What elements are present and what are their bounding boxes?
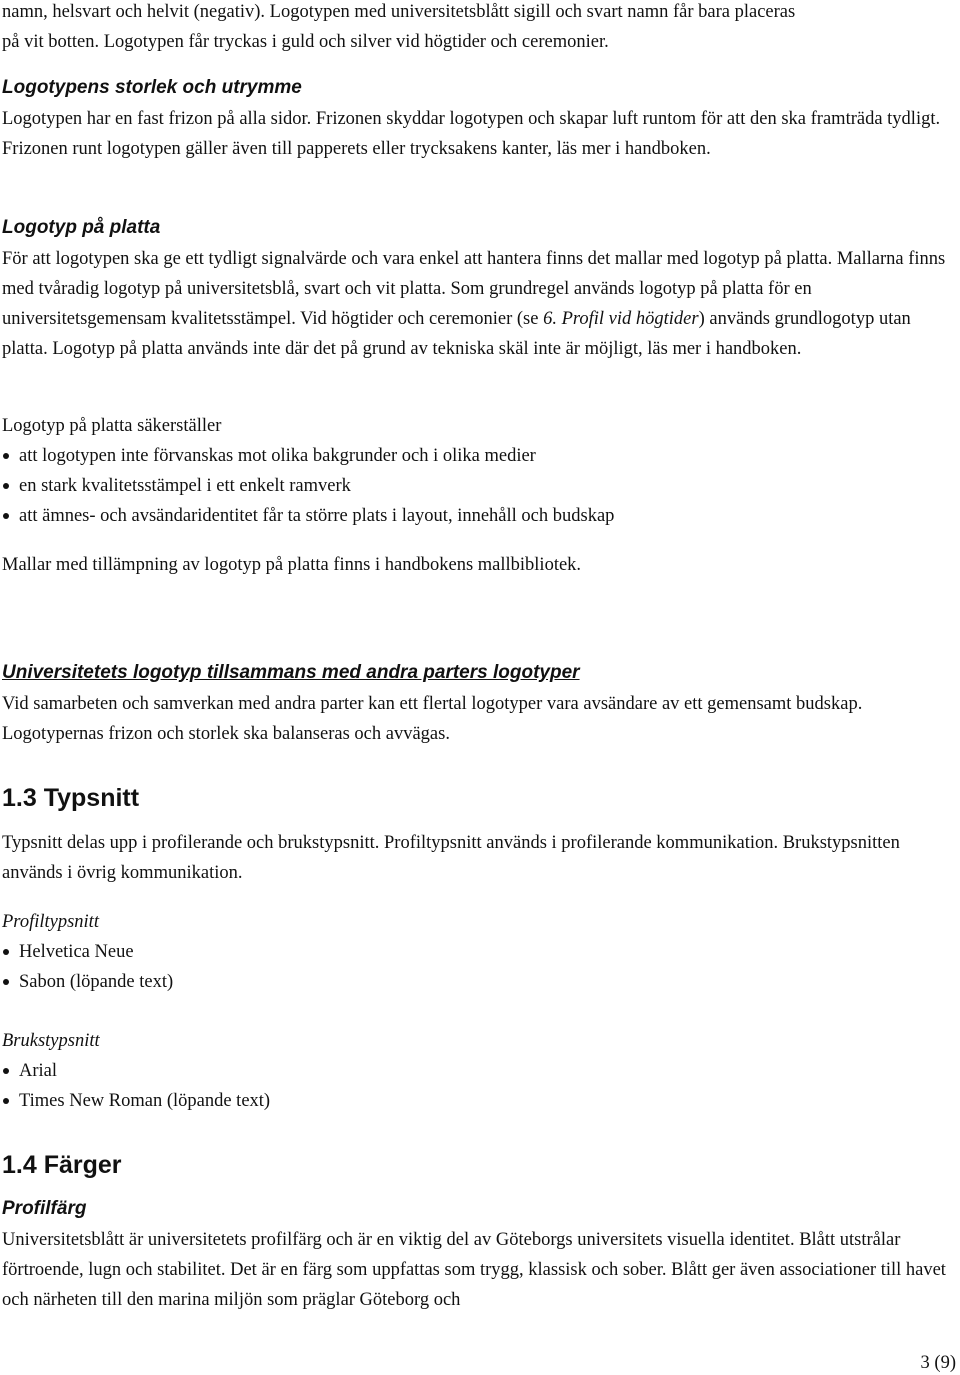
- plate-body: [2, 244, 958, 364]
- partners-body: Vid samarbeten och samverkan med andra parter kan ett flertal logotyper vara avsändare av ett gemensamt budskap. Logotypernas frizon och storlek ska balanseras och avvägas.: [2, 694, 863, 744]
- list-item: en stark kvalitetsstämpel i ett enkelt ramverk: [2, 471, 958, 501]
- plate-list-intro: Logotyp på platta säkerställer: [2, 416, 222, 436]
- usage-fonts-label: Brukstypsnitt: [2, 1031, 100, 1051]
- list-item: Sabon (löpande text): [2, 967, 958, 997]
- plate-templates-note: Mallar med tillämpning av logotyp på platta finns i handbokens mallbibliotek.: [2, 555, 582, 575]
- plate-benefits-list: [2, 441, 958, 531]
- plate-body-before: För att logotypen ska ge ett tydligt signalvärde och vara enkel att hantera finns det mallar med logotyp på platta. Mallarna finns med tvåradig logotyp på universitetsblå, svart och vit platta. Som grundregel används logotyp på platta för en universitetsgemensam kvalitetsstämpel. Vid högtider och ceremonier (se: [2, 249, 946, 329]
- colors-body: Universitetsblått är universitetets profilfärg och är en viktig del av Göteborgs universitets visuella identitet. Blått utstrålar förtroende, lugn och stabilitet. Det är en färg som uppfattas som trygg, klassisk och sober. Blått ger även associationer till havet och närheten till den marina miljön som präglar Göteborg och: [2, 1230, 946, 1310]
- plate-heading: Logotyp på platta: [2, 217, 161, 238]
- profile-fonts-list: [2, 937, 958, 997]
- intro-line-1: namn, helsvart och helvit (negativ). Logotypen med universitetsblått sigill och svart namn får bara placeras: [2, 2, 796, 22]
- bullet-icon: [3, 979, 9, 985]
- profile-color-heading: Profilfärg: [2, 1198, 87, 1219]
- bullet-icon: [3, 1068, 9, 1074]
- list-item: att ämnes- och avsändaridentitet får ta större plats i layout, innehåll och budskap: [2, 501, 958, 531]
- bullet-icon: [3, 513, 9, 519]
- typeface-heading: 1.3 Typsnitt: [2, 784, 140, 812]
- intro-paragraph: [2, 0, 958, 57]
- list-item: Helvetica Neue: [2, 937, 958, 967]
- bullet-icon: [3, 483, 9, 489]
- plate-body-reference: 6. Profil vid högtider: [543, 309, 699, 329]
- plate-body-after: ) används grundlogotyp utan platta. Logotyp på platta används inte där det på grund av tekniska skäl inte är möjligt, läs mer i handboken.: [2, 309, 911, 359]
- list-item: att logotypen inte förvanskas mot olika bakgrunder och i olika medier: [2, 441, 958, 471]
- page-number: 3 (9): [920, 1353, 956, 1373]
- size-body: Logotypen har en fast frizon på alla sidor. Frizonen skyddar logotypen och skapar luft runtom för att den ska framträda tydligt. Frizonen runt logotypen gäller även till papperets eller trycksakens kanter, läs mer i handboken.: [2, 109, 941, 159]
- typeface-body: Typsnitt delas upp i profilerande och brukstypsnitt. Profiltypsnitt används i profilerande kommunikation. Brukstypsnitten används i övrig kommunikation.: [2, 833, 900, 883]
- bullet-icon: [3, 453, 9, 459]
- bullet-icon: [3, 949, 9, 955]
- list-item: Arial: [2, 1056, 958, 1086]
- bullet-icon: [3, 1098, 9, 1104]
- list-item: Times New Roman (löpande text): [2, 1086, 958, 1116]
- intro-line-2: på vit botten. Logotypen får tryckas i guld och silver vid högtider och ceremonier.: [2, 32, 609, 52]
- partners-heading: Universitetets logotyp tillsammans med andra parters logotyper: [2, 662, 580, 683]
- size-heading: Logotypens storlek och utrymme: [2, 77, 302, 98]
- profile-fonts-label: Profiltypsnitt: [2, 912, 99, 932]
- usage-fonts-list: [2, 1056, 958, 1116]
- colors-heading: 1.4 Färger: [2, 1151, 122, 1179]
